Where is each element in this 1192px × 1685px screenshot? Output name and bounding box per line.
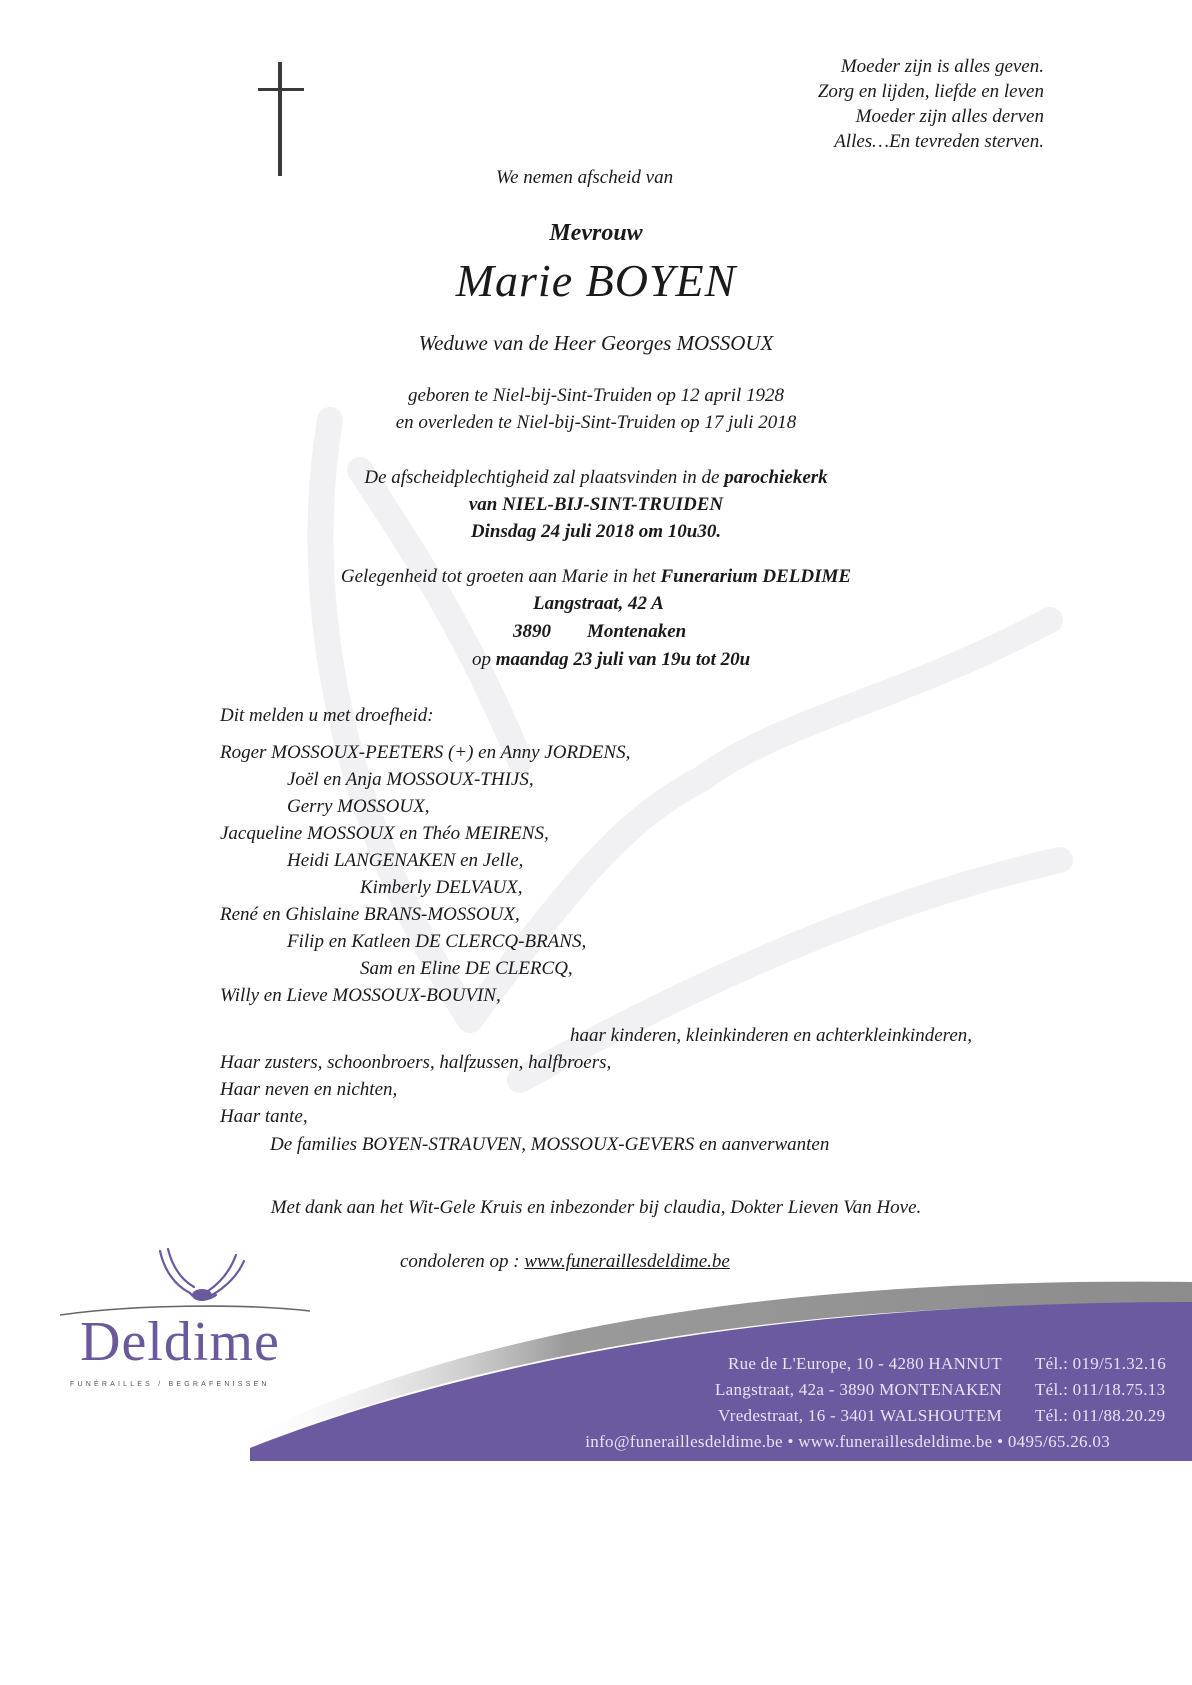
address-line: Langstraat, 42a - 3890 MONTENAKEN <box>714 1380 1002 1399</box>
phone-line: Tél.: 011/88.20.29 <box>1035 1406 1166 1425</box>
condolences-prefix: condoleren op : <box>400 1251 525 1272</box>
family-line: Haar zusters, schoonbroers, halfzussen, halfbroers, <box>220 1052 612 1073</box>
family-line: Jacqueline MOSSOUX en Théo MEIRENS, <box>220 823 549 844</box>
family-line: Joël en Anja MOSSOUX-THIJS, <box>287 769 534 790</box>
ceremony-location: van NIEL-BIJ-SINT-TRUIDEN <box>468 494 724 515</box>
poem-line: Moeder zijn alles derven <box>855 106 1044 127</box>
visitation-postcode: 3890 <box>513 621 551 642</box>
family-line: haar kinderen, kleinkinderen en achterkleinkinderen, <box>570 1025 973 1046</box>
visitation-time-prefix: op <box>472 649 496 670</box>
ceremony-date: Dinsdag 24 juli 2018 om 10u30. <box>470 521 722 542</box>
intro-text: We nemen afscheid van <box>496 167 674 188</box>
poem-line: Alles…En tevreden sterven. <box>834 131 1044 152</box>
family-line: Heidi LANGENAKEN en Jelle, <box>287 850 524 871</box>
family-line: Kimberly DELVAUX, <box>360 877 523 898</box>
widow-text: Weduwe van de Heer Georges MOSSOUX <box>418 331 774 355</box>
family-line: Haar tante, <box>220 1106 308 1127</box>
poem <box>818 54 1044 154</box>
family-line: Gerry MOSSOUX, <box>287 796 430 817</box>
visitation-time-value: maandag 23 juli van 19u tot 20u <box>495 649 751 670</box>
visitation-time <box>472 649 750 671</box>
poem-line: Moeder zijn is alles geven. <box>840 56 1044 77</box>
ceremony-prefix: De afscheidplechtigheid zal plaatsvinden in de <box>364 467 725 488</box>
poem-line: Zorg en lijden, liefde en leven <box>817 81 1044 102</box>
title-text: Mevrouw <box>549 220 643 246</box>
died-text: en overleden te Niel-bij-Sint-Truiden op 17 juli 2018 <box>395 412 797 433</box>
condolences-link[interactable]: www.funeraillesdeldime.be <box>524 1251 730 1272</box>
family-line: Haar neven en nichten, <box>220 1079 398 1100</box>
phone-line: Tél.: 011/18.75.13 <box>1035 1380 1166 1399</box>
visitation-city: Montenaken <box>587 621 687 642</box>
announce-text: Dit melden u met droefheid: <box>220 705 434 726</box>
deceased-name: Marie BOYEN <box>455 255 737 306</box>
family-line: Filip en Katleen DE CLERCQ-BRANS, <box>287 931 587 952</box>
logo-subtitle: FUNÉRAILLES / BEGRAFENISSEN <box>70 1381 270 1388</box>
visitation-street: Langstraat, 42 A <box>533 593 664 614</box>
visitation-place: Funerarium DELDIME <box>660 566 852 587</box>
ceremony-place: parochiekerk <box>724 467 828 488</box>
address-line: Rue de L'Europe, 10 - 4280 HANNUT <box>727 1354 1002 1373</box>
family-line: De families BOYEN-STRAUVEN, MOSSOUX-GEVERS en aanverwanten <box>270 1134 830 1155</box>
born-text: geboren te Niel-bij-Sint-Truiden op 12 april 1928 <box>407 385 785 406</box>
thanks-text: Met dank aan het Wit-Gele Kruis en inbezonder bij claudia, Dokter Lieven Van Hove. <box>270 1197 922 1218</box>
phone-line: Tél.: 019/51.32.16 <box>1035 1354 1166 1373</box>
cross-icon <box>258 62 304 176</box>
family-line: Willy en Lieve MOSSOUX-BOUVIN, <box>220 985 501 1006</box>
family-line: Roger MOSSOUX-PEETERS (+) en Anny JORDENS, <box>220 742 631 763</box>
family-line: Sam en Eline DE CLERCQ, <box>360 958 573 979</box>
logo-name: Deldime <box>80 1311 280 1373</box>
family-line: René en Ghislaine BRANS-MOSSOUX, <box>220 904 520 925</box>
ceremony-line <box>0 467 1192 489</box>
contact-line: info@funeraillesdeldime.be • www.funeraillesdeldime.be • 0495/65.26.03 <box>585 1432 1110 1451</box>
visitation-line <box>0 566 1192 588</box>
visitation-prefix: Gelegenheid tot groeten aan Marie in het <box>340 566 661 587</box>
address-line: Vredestraat, 16 - 3401 WALSHOUTEM <box>718 1406 1002 1425</box>
